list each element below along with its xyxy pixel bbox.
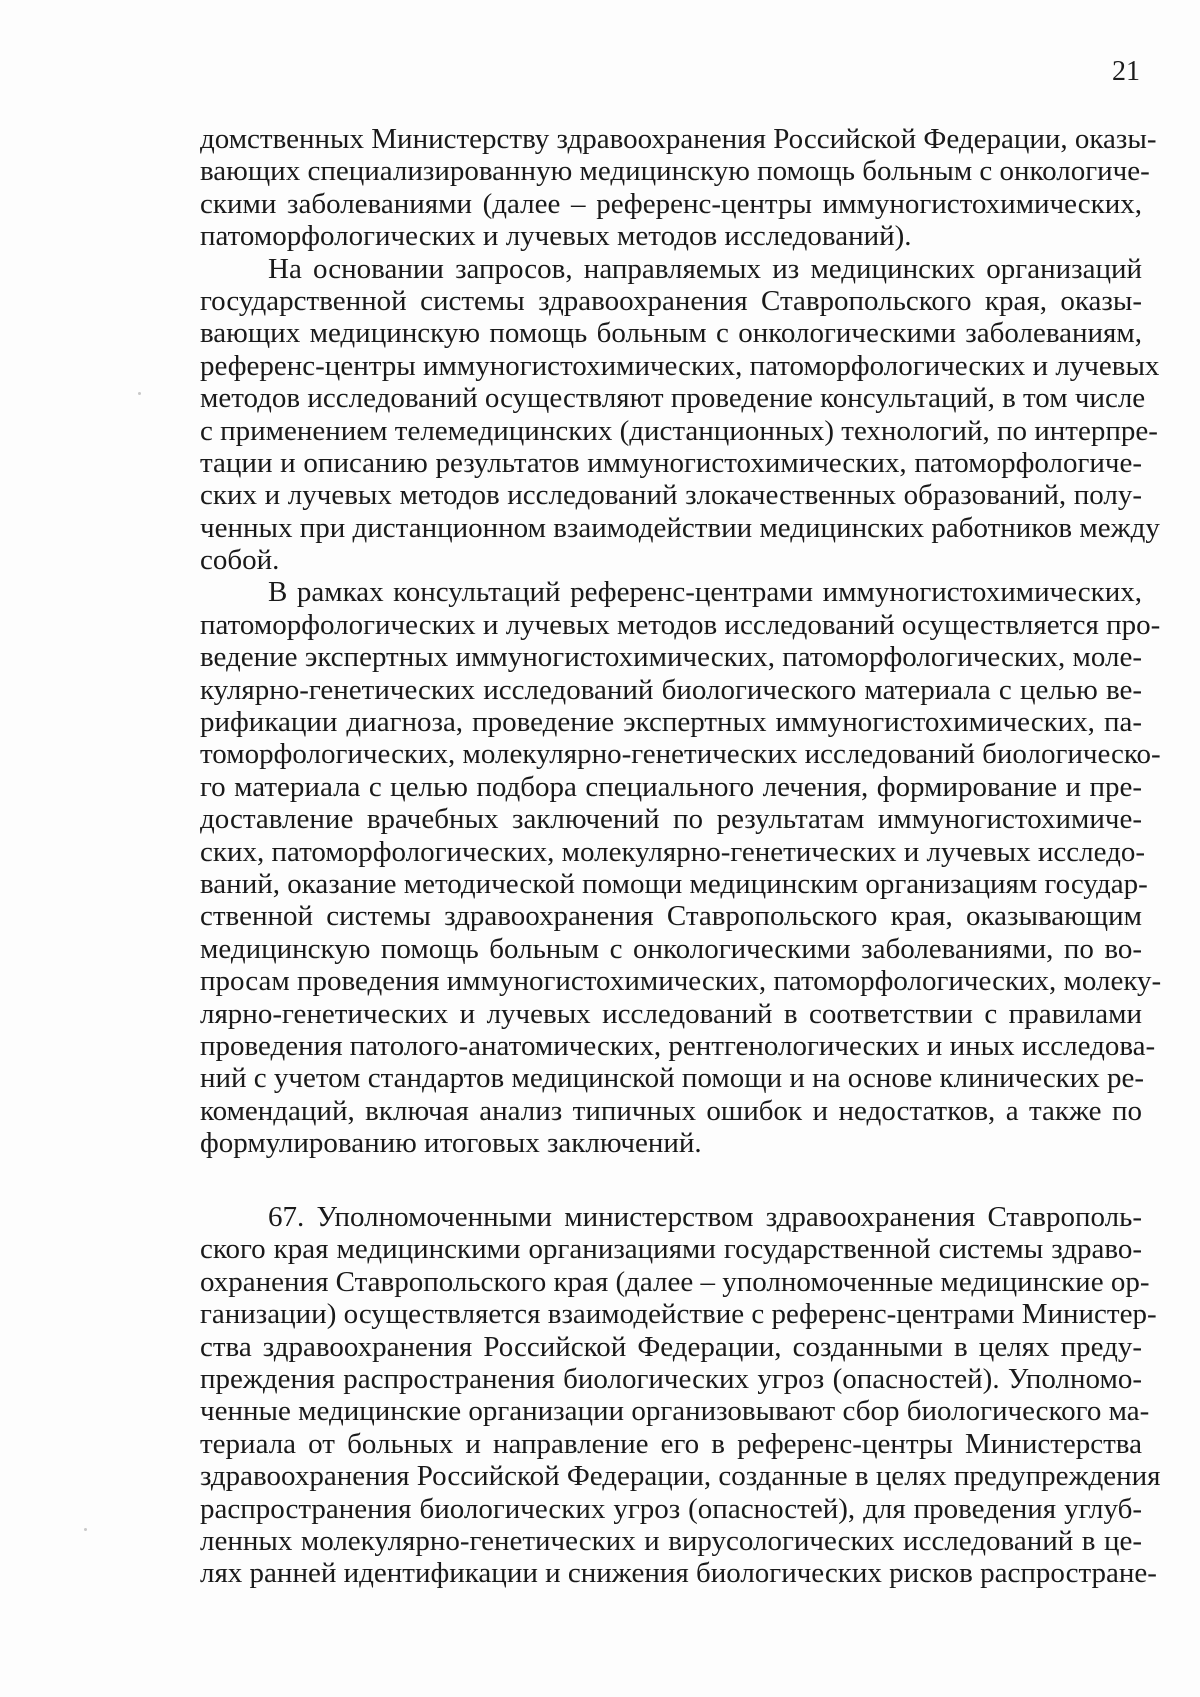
text-line: ний с учетом стандартов медицинской помощи и на основе клинических ре- bbox=[200, 1062, 1145, 1095]
text-block-upper bbox=[200, 123, 1162, 1160]
scan-speck bbox=[84, 1528, 87, 1531]
text-line: референс-центры иммуногистохимических, патоморфологических и лучевых bbox=[200, 349, 1160, 382]
text-line: собой. bbox=[200, 544, 280, 577]
text-line: ских и лучевых методов исследований злокачественных образований, полу- bbox=[200, 479, 1142, 512]
text-line: проведения патолого-анатомических, рентгенологических и иных исследова- bbox=[200, 1029, 1156, 1062]
text-line: ственной системы здравоохранения Ставропольского края, оказывающим bbox=[200, 900, 1142, 933]
text-line: На основании запросов, направляемых из медицинских организаций bbox=[268, 252, 1142, 285]
text-line: 67. Уполномоченными министерством здравоохранения Ставрополь- bbox=[268, 1201, 1142, 1233]
text-line: рификации диагноза, проведение экспертных иммуногистохимических, па- bbox=[200, 706, 1142, 739]
paragraph-continuation bbox=[200, 123, 1157, 253]
text-block-item-67 bbox=[200, 1201, 1161, 1590]
text-line: ленных молекулярно-генетических и вирусологических исследований в це- bbox=[200, 1524, 1142, 1557]
text-line: с применением телемедицинских (дистанционных) технологий, по интерпре- bbox=[200, 414, 1158, 447]
text-line: методов исследований осуществляют проведение консультаций, в том числе bbox=[200, 382, 1146, 415]
paragraph-consultations bbox=[200, 576, 1162, 1160]
text-line: вающих специализированную медицинскую помощь больным с онкологиче- bbox=[200, 155, 1150, 188]
text-line: териала от больных и направление его в референс-центры Министерства bbox=[200, 1427, 1142, 1460]
text-line: патоморфологических и лучевых методов исследований осуществляется про- bbox=[200, 608, 1161, 641]
text-line: комендаций, включая анализ типичных ошибок и недостатков, а также по bbox=[200, 1094, 1142, 1127]
text-line: вающих медицинскую помощь больным с онкологическими заболеваниям, bbox=[200, 317, 1142, 350]
text-line: томорфологических, молекулярно-генетических исследований биологическо- bbox=[200, 738, 1161, 771]
text-line: лях ранней идентификации и снижения биологических рисков распростране- bbox=[200, 1557, 1157, 1590]
text-line: здравоохранения Российской Федерации, созданные в целях предупреждения bbox=[200, 1460, 1161, 1493]
text-line: патоморфологических и лучевых методов исследований). bbox=[200, 220, 912, 253]
text-line: го материала с целью подбора специального лечения, формирование и пре- bbox=[200, 770, 1142, 803]
text-line: ваний, оказание методической помощи медицинским организациям государ- bbox=[200, 867, 1148, 900]
text-line: ченных при дистанционном взаимодействии медицинских работников между bbox=[200, 511, 1160, 544]
text-line: скими заболеваниями (далее – референс-центры иммуногистохимических, bbox=[200, 187, 1142, 220]
text-line: ства здравоохранения Российской Федерации, созданными в целях преду- bbox=[200, 1330, 1142, 1363]
text-line: ведение экспертных иммуногистохимических, патоморфологических, моле- bbox=[200, 641, 1142, 674]
text-line: доставление врачебных заключений по результатам иммуногистохимиче- bbox=[200, 803, 1142, 836]
text-line: ского края медицинскими организациями государственной системы здраво- bbox=[200, 1233, 1142, 1266]
text-line: ченные медицинские организации организовывают сбор биологического ма- bbox=[200, 1395, 1150, 1428]
text-line: просам проведения иммуногистохимических, патоморфологических, молеку- bbox=[200, 965, 1162, 998]
text-line: тации и описанию результатов иммуногистохимических, патоморфологиче- bbox=[200, 446, 1142, 479]
text-line: преждения распространения биологических угроз (опасностей). Уполномо- bbox=[200, 1362, 1142, 1395]
text-line: распространения биологических угроз (опасностей), для проведения углуб- bbox=[200, 1492, 1142, 1525]
text-line: кулярно-генетических исследований биологического материала с целью ве- bbox=[200, 673, 1142, 706]
paragraph-requests bbox=[200, 252, 1160, 577]
text-line: В рамках консультаций референс-центрами иммуногистохимических, bbox=[268, 576, 1142, 609]
page-number: 21 bbox=[1112, 56, 1140, 87]
text-line: лярно-генетических и лучевых исследований в соответствии с правилами bbox=[200, 997, 1142, 1030]
text-line: государственной системы здравоохранения Ставропольского края, оказы- bbox=[200, 284, 1142, 317]
text-line: формулированию итоговых заключений. bbox=[200, 1127, 702, 1160]
text-line: домственных Министерству здравоохранения Российской Федерации, оказы- bbox=[200, 123, 1157, 155]
paragraph-item-67 bbox=[200, 1201, 1161, 1590]
text-line: ских, патоморфологических, молекулярно-генетических и лучевых исследо- bbox=[200, 835, 1146, 868]
scan-speck bbox=[138, 392, 141, 395]
text-line: медицинскую помощь больным с онкологическими заболеваниями, по во- bbox=[200, 932, 1142, 965]
text-line: ганизации) осуществляется взаимодействие с референс-центрами Министер- bbox=[200, 1298, 1157, 1331]
text-line: охранения Ставропольского края (далее – уполномоченные медицинские ор- bbox=[200, 1265, 1150, 1298]
